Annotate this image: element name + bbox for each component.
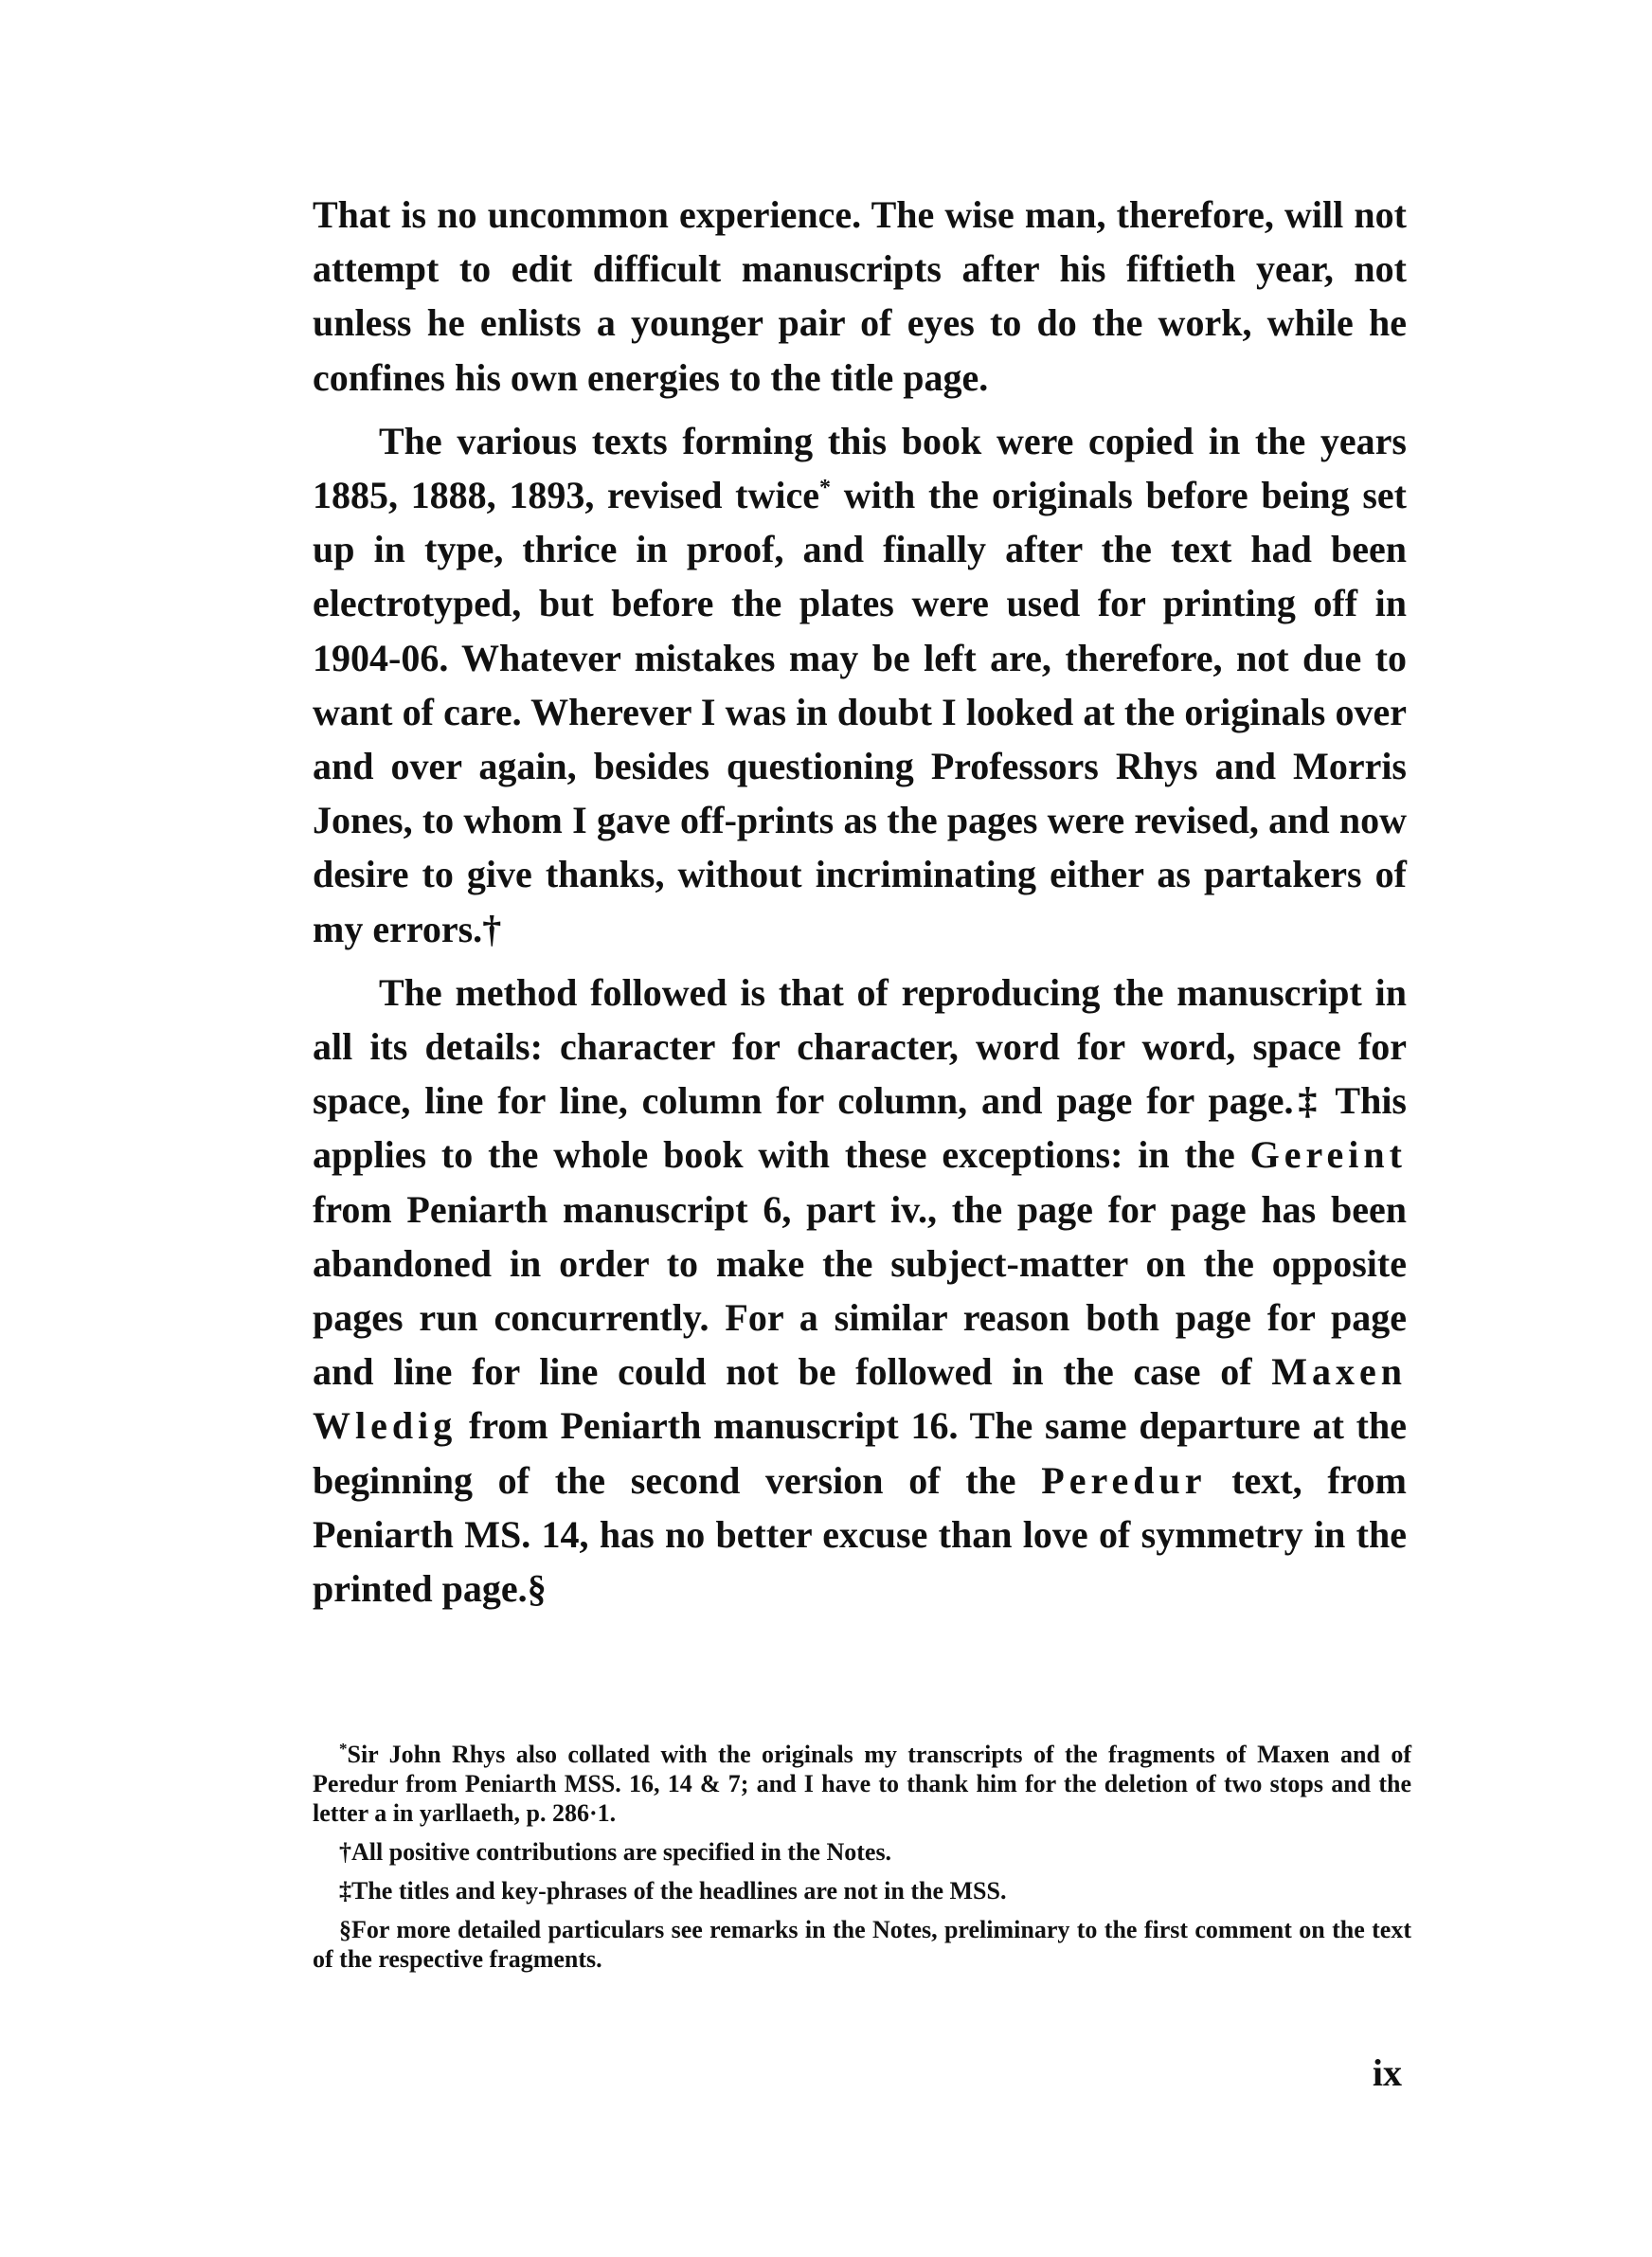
paragraph-3-text-e: text, from Peniarth MS. 14, has no better excuse than love of symmetry in the printed page. (313, 1458, 1407, 1611)
paragraph-3-text-c: from Peniarth manuscript 6, part iv., the page for page has been abandoned in order to make the subject-matter on the opposite pages run concurrently. For a similar reason both page for page and line for line could not be followed in the case of (313, 1187, 1407, 1394)
title-maxen-wledig: Maxen Wledig (313, 1350, 1407, 1448)
paragraph-1-text: That is no uncommon experience. The wise man, therefore, will not attempt to edit difficult manuscripts after his fiftieth year, not unless he enlists a younger pair of eyes to do the work, while he confines his own energies to the title page. (313, 193, 1407, 399)
footnote-1 (313, 1740, 1411, 1828)
paragraph-2 (313, 414, 1407, 956)
footnote-ref-double-dagger: ‡ (1293, 1079, 1322, 1123)
footnote-4 (313, 1915, 1411, 1974)
footnote-2-mark: † (339, 1838, 351, 1866)
paragraph-3-text-b: This applies to the whole book with these exceptions: in the (313, 1079, 1407, 1177)
footnote-ref-asterisk: * (819, 476, 832, 501)
page-number: ix (1372, 2051, 1402, 2094)
footnote-ref-section: § (527, 1567, 547, 1611)
paragraph-1 (313, 188, 1407, 405)
footnote-ref-dagger: † (482, 907, 502, 950)
footnote-2 (313, 1837, 1411, 1867)
paragraph-3 (313, 966, 1407, 1616)
footnote-1-mark: * (339, 1740, 348, 1758)
footnote-3-text: The titles and key-phrases of the headlines are not in the MSS. (351, 1877, 1007, 1905)
paragraph-2-text-a: The various texts forming this book were copied in the years 1885, 1888, 1893, revised twice (313, 419, 1407, 517)
title-gereint: Gereint (1249, 1133, 1407, 1177)
paragraph-2-text-b: with the originals before being set up in type, thrice in proof, and finally after the text had been electrotyped, but before the plates were used for printing off in 1904-06. Whatever mistakes may be left are, therefore, not due to want of care. Wherever I was in doubt I looked at the originals over and over again, besides questioning Professors Rhys and Morris Jones, to whom I gave off-prints as the pages were revised, and now desire to give thanks, without incriminating either as partakers of my errors. (313, 474, 1407, 950)
body-text (313, 188, 1407, 1616)
footnote-3 (313, 1876, 1411, 1905)
title-peredur: Peredur (1041, 1458, 1207, 1502)
footnote-4-mark: § (339, 1916, 351, 1943)
paragraph-3-text-d: from Peniarth manuscript 16. The same departure at the beginning of the second version of the (313, 1404, 1407, 1502)
footnote-4-text: For more detailed particulars see remarks in the Notes, preliminary to the first comment on the text of the respective fragments. (313, 1916, 1411, 1973)
paragraph-3-text-a: The method followed is that of reproducing the manuscript in all its details: character for character, word for word, space for space, line for line, column for column, and page for page. (313, 970, 1407, 1123)
footnote-1-text: Sir John Rhys also collated with the originals my transcripts of the fragments of Maxen and of Peredur from Peniarth MSS. 16, 14 & 7; and I have to thank him for the deletion of two stops and the letter a in yarllaeth, p. 286·1. (313, 1741, 1411, 1827)
footnote-3-mark: ‡ (339, 1877, 351, 1905)
footnote-2-text: All positive contributions are specified in the Notes. (351, 1838, 892, 1866)
footnotes (313, 1740, 1411, 1983)
